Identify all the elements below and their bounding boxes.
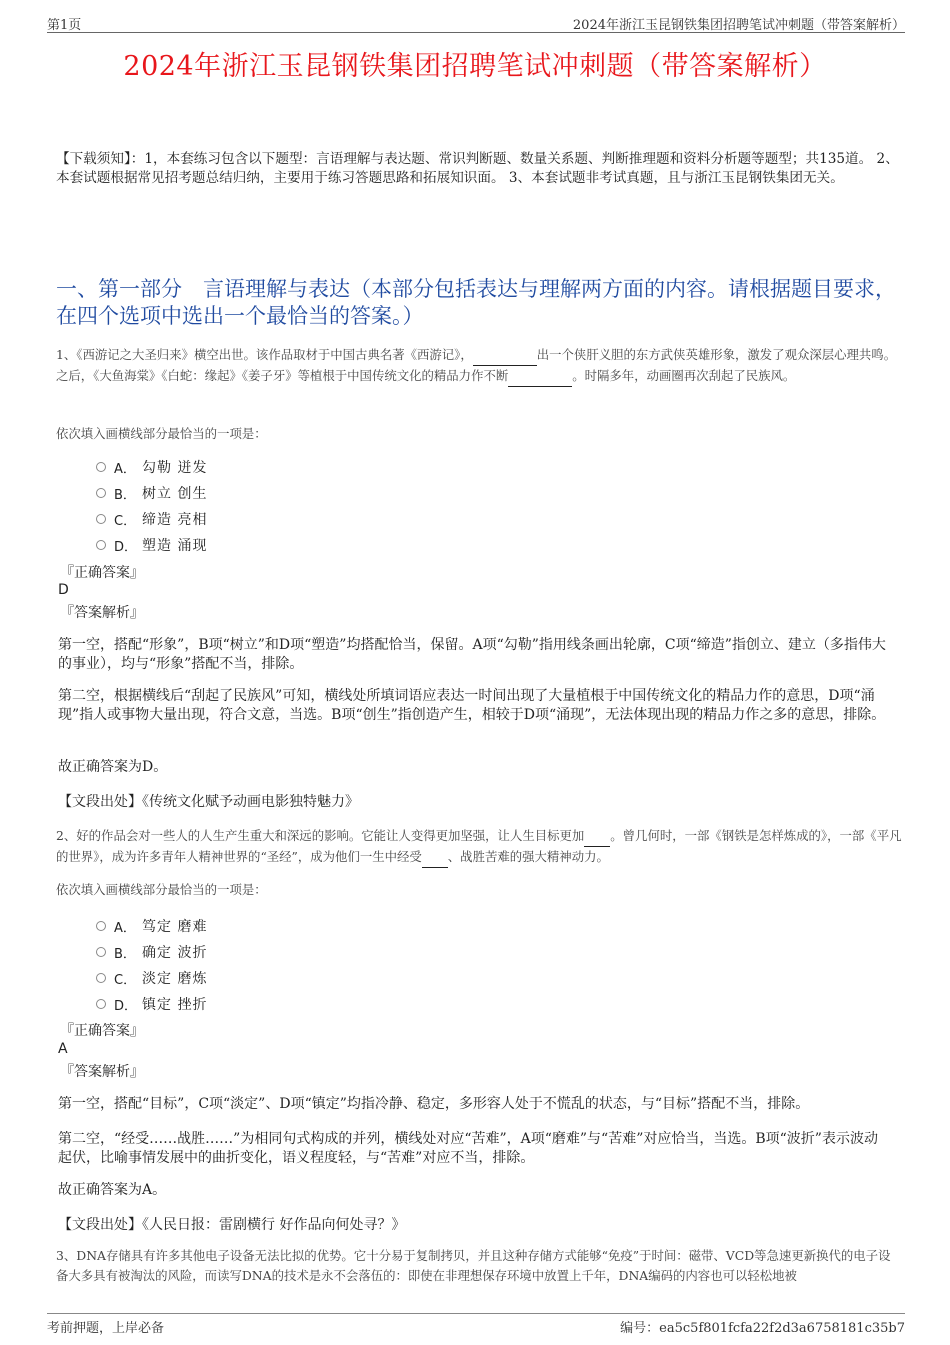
page-footer: [47, 1313, 905, 1336]
question-2-instruction: 依次填入画横线部分最恰当的一项是：: [56, 882, 267, 897]
radio-icon[interactable]: [96, 462, 106, 472]
header-doc-title: 2024年浙江玉昆钢铁集团招聘笔试冲刺题（带答案解析）: [572, 18, 905, 33]
document-id: 编号：ea5c5f801fcfa22f2d3a6758181c35b7: [620, 1321, 905, 1336]
radio-icon[interactable]: [96, 540, 106, 550]
source-citation: 【文段出处】《人民日报：雷剧横行 好作品向何处寻？》: [58, 1217, 406, 1233]
correct-answer-value: D: [58, 582, 69, 598]
radio-icon[interactable]: [96, 947, 106, 957]
radio-icon[interactable]: [96, 999, 106, 1009]
correct-answer-value: A: [58, 1041, 68, 1057]
analysis-conclusion: 故正确答案为D。: [58, 759, 168, 775]
question-1-option-b[interactable]: B． 树立 创生: [96, 483, 207, 503]
analysis-label: 『答案解析』: [60, 1064, 144, 1080]
question-2-option-d[interactable]: D． 镇定 挫折: [96, 994, 207, 1014]
analysis-paragraph: 第二空，“经受……战胜……”为相同句式构成的并列，横线处对应“苦难”，A项“磨难”与“苦难”对应恰当，当选。B项“波折”表示波动起伏，比喻事情发展中的曲折变化，语义程度轻，与“苦难”对应不当，排除。: [58, 1131, 878, 1166]
page-header: [47, 12, 905, 33]
analysis-conclusion: 故正确答案为A。: [58, 1182, 167, 1198]
footer-slogan: 考前押题，上岸必备: [47, 1321, 165, 1336]
question-3-text: 3、DNA存储具有许多其他电子设备无法比拟的优势。它十分易于复制拷贝，并且这种存储方式能够“免疫”于时间：磁带、VCD等急速更新换代的电子设备大多具有被淘汰的风险，而读写DNA的技术是永不会落伍的：即使在非理想保存环境中放置上千年，DNA编码的内容也可以轻松地被: [56, 1248, 891, 1283]
radio-icon[interactable]: [96, 514, 106, 524]
analysis-paragraph: 第一空，搭配“形象”，B项“树立”和D项“塑造”均搭配恰当，保留。A项“勾勒”指用线条画出轮廓，C项“缔造”指创立、建立（多指伟大的事业），均与“形象”搭配不当，排除。: [58, 637, 886, 672]
question-2-option-c[interactable]: C． 淡定 磨炼: [96, 968, 207, 988]
blank: [508, 366, 572, 387]
analysis-label: 『答案解析』: [60, 605, 144, 621]
source-citation: 【文段出处】《传统文化赋予动画电影独特魅力》: [58, 794, 359, 810]
download-notice: 【下载须知】：1，本套练习包含以下题型：言语理解与表达题、常识判断题、数量关系题、判断推理题和资料分析题等题型；共135道。 2、本套试题根据常见招考题总结归纳，主要用于练习答题思路和拓展知识面。 3、本套试题非考试真题，且与浙江玉昆钢铁集团无关。: [56, 151, 899, 186]
question-2-option-b[interactable]: B． 确定 波折: [96, 942, 207, 962]
question-1-option-d[interactable]: D． 塑造 涌现: [96, 535, 207, 555]
blank: [584, 826, 610, 847]
question-1-option-a[interactable]: A． 勾勒 迸发: [96, 457, 207, 477]
correct-answer-label: 『正确答案』: [60, 565, 144, 581]
radio-icon[interactable]: [96, 921, 106, 931]
page-number: 第1页: [47, 18, 82, 33]
analysis-paragraph: 第一空，搭配“目标”，C项“淡定”、D项“镇定”均指冷静、稳定，多形容人处于不慌乱的状态，与“目标”搭配不当，排除。: [58, 1096, 810, 1112]
page-title: 2024年浙江玉昆钢铁集团招聘笔试冲刺题（带答案解析）: [123, 51, 827, 82]
blank: [422, 847, 448, 868]
section-title: 一、第一部分 言语理解与表达（本部分包括表达与理解两方面的内容。请根据题目要求，在四个选项中选出一个最恰当的答案。）: [56, 277, 896, 328]
question-1-instruction: 依次填入画横线部分最恰当的一项是：: [56, 426, 267, 441]
correct-answer-label: 『正确答案』: [60, 1023, 144, 1039]
radio-icon[interactable]: [96, 488, 106, 498]
question-1-text: 1、《西游记之大圣归来》横空出世。该作品取材于中国古典名著《西游记》， 出一个侠肝义胆的东方武侠英雄形象，激发了观众深层心理共鸣。之后，《大鱼海棠》《白蛇：缘起》《姜子牙》等植根于中国传统文化的精品力作不断 。时隔多年，动画圈再次刮起了民族风。: [56, 345, 902, 387]
analysis-paragraph: 第二空，根据横线后“刮起了民族风”可知，横线处所填词语应表达一时间出现了大量植根于中国传统文化的精品力作的意思，D项“涌现”指人或事物大量出现，符合文意，当选。B项“创生”指创造产生，相较于D项“涌现”，无法体现出现的精品力作之多的意思，排除。: [58, 688, 886, 723]
question-2-text: 2、好的作品会对一些人的人生产生重大和深远的影响。它能让人变得更加坚强，让人生目标更加 。曾几何时，一部《钢铁是怎样炼成的》，一部《平凡的世界》，成为许多青年人精神世界的“圣经”，成为他们一生中经受 、战胜苦难的强大精神动力。: [56, 826, 902, 868]
radio-icon[interactable]: [96, 973, 106, 983]
blank: [473, 345, 537, 366]
question-2-option-a[interactable]: A． 笃定 磨难: [96, 916, 207, 936]
question-1-option-c[interactable]: C． 缔造 亮相: [96, 509, 207, 529]
